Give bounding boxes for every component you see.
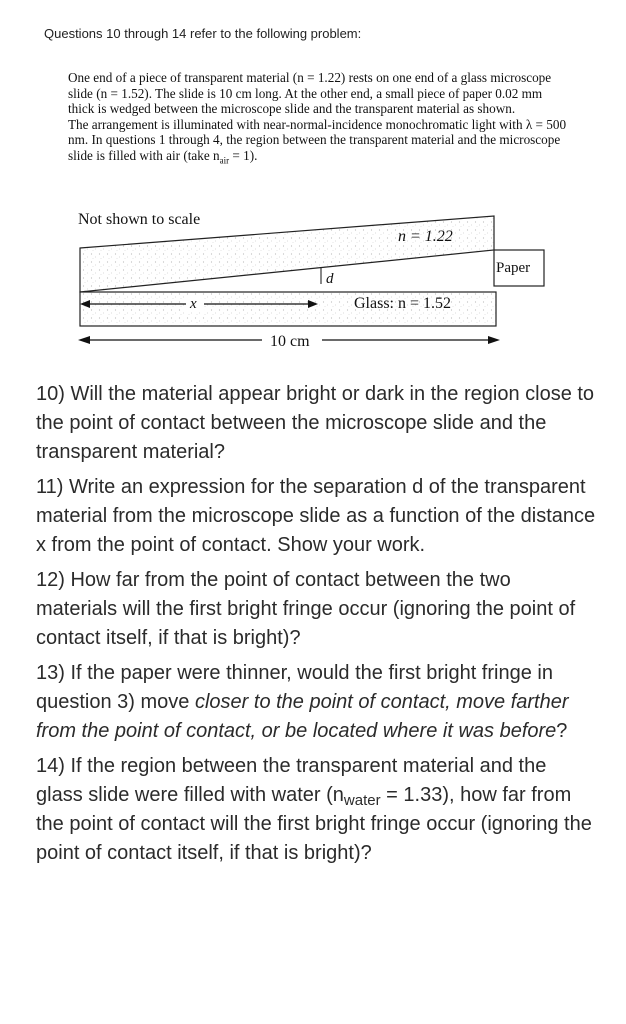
length-label: 10 cm [270,333,310,350]
intro-text: Questions 10 through 14 refer to the following problem: [44,26,362,41]
paper-label: Paper [496,260,531,276]
d-label: d [326,271,334,287]
water-subscript: water [343,792,381,809]
question-14: 14) If the region between the transparent material and the glass slide were filled with water $(n_{water} = 1.33)$, how far from the point of contact will the first bright fringe occur (ignoring the point of contact itself, if that is bright)? [36,755,592,864]
question-13: 13) If the paper were thinner, would the first bright fringe in question 3) move closer to the point of contact, move farther from the point of contact, or be located where it was before? [36,662,569,742]
questions-list [36,380,596,874]
wedge-diagram [74,204,554,354]
problem-paragraph-1: One end of a piece of transparent material (n = 1.22) rests on one end of a glass microscope slide (n = 1.52). The slide is 10 cm long. At the other end, a small piece of paper 0.02 mm thick is wedged between the microscope slide and the transparent material as shown. [68,70,552,117]
question-10: 10) Will the material appear bright or dark in the region close to the point of contact between the microscope slide and the transparent material? [36,383,595,463]
length-arrow-head-right [488,336,500,344]
x-label: x [190,296,197,312]
glass-label: Glass: n = 1.52 [354,295,452,312]
air-subscript: air [219,155,230,166]
problem-statement [68,70,568,169]
question-12: 12) How far from the point of contact between the two materials will the first bright fringe occur (ignoring the point of contact itself, if that is bright)? [36,569,576,649]
diagram-caption: Not shown to scale [78,211,201,228]
question-13-options: closer to the point of contact, move farther from the point of contact, or be located where it was before [36,691,569,742]
question-11: 11) Write an expression for the separation d of the transparent material from the microscope slide as a function of the distance x from the point of contact. Show your work. [36,476,596,556]
length-arrow-head-left [78,336,90,344]
material-label: n = 1.22 [398,228,453,245]
problem-paragraph-2: The arrangement is illuminated with near-normal-incidence monochromatic light with λ = 500 nm. In questions 1 through 4, the region between the transparent material and the microscope slide is filled with air (take $n_{air} = 1$). [68,116,567,166]
